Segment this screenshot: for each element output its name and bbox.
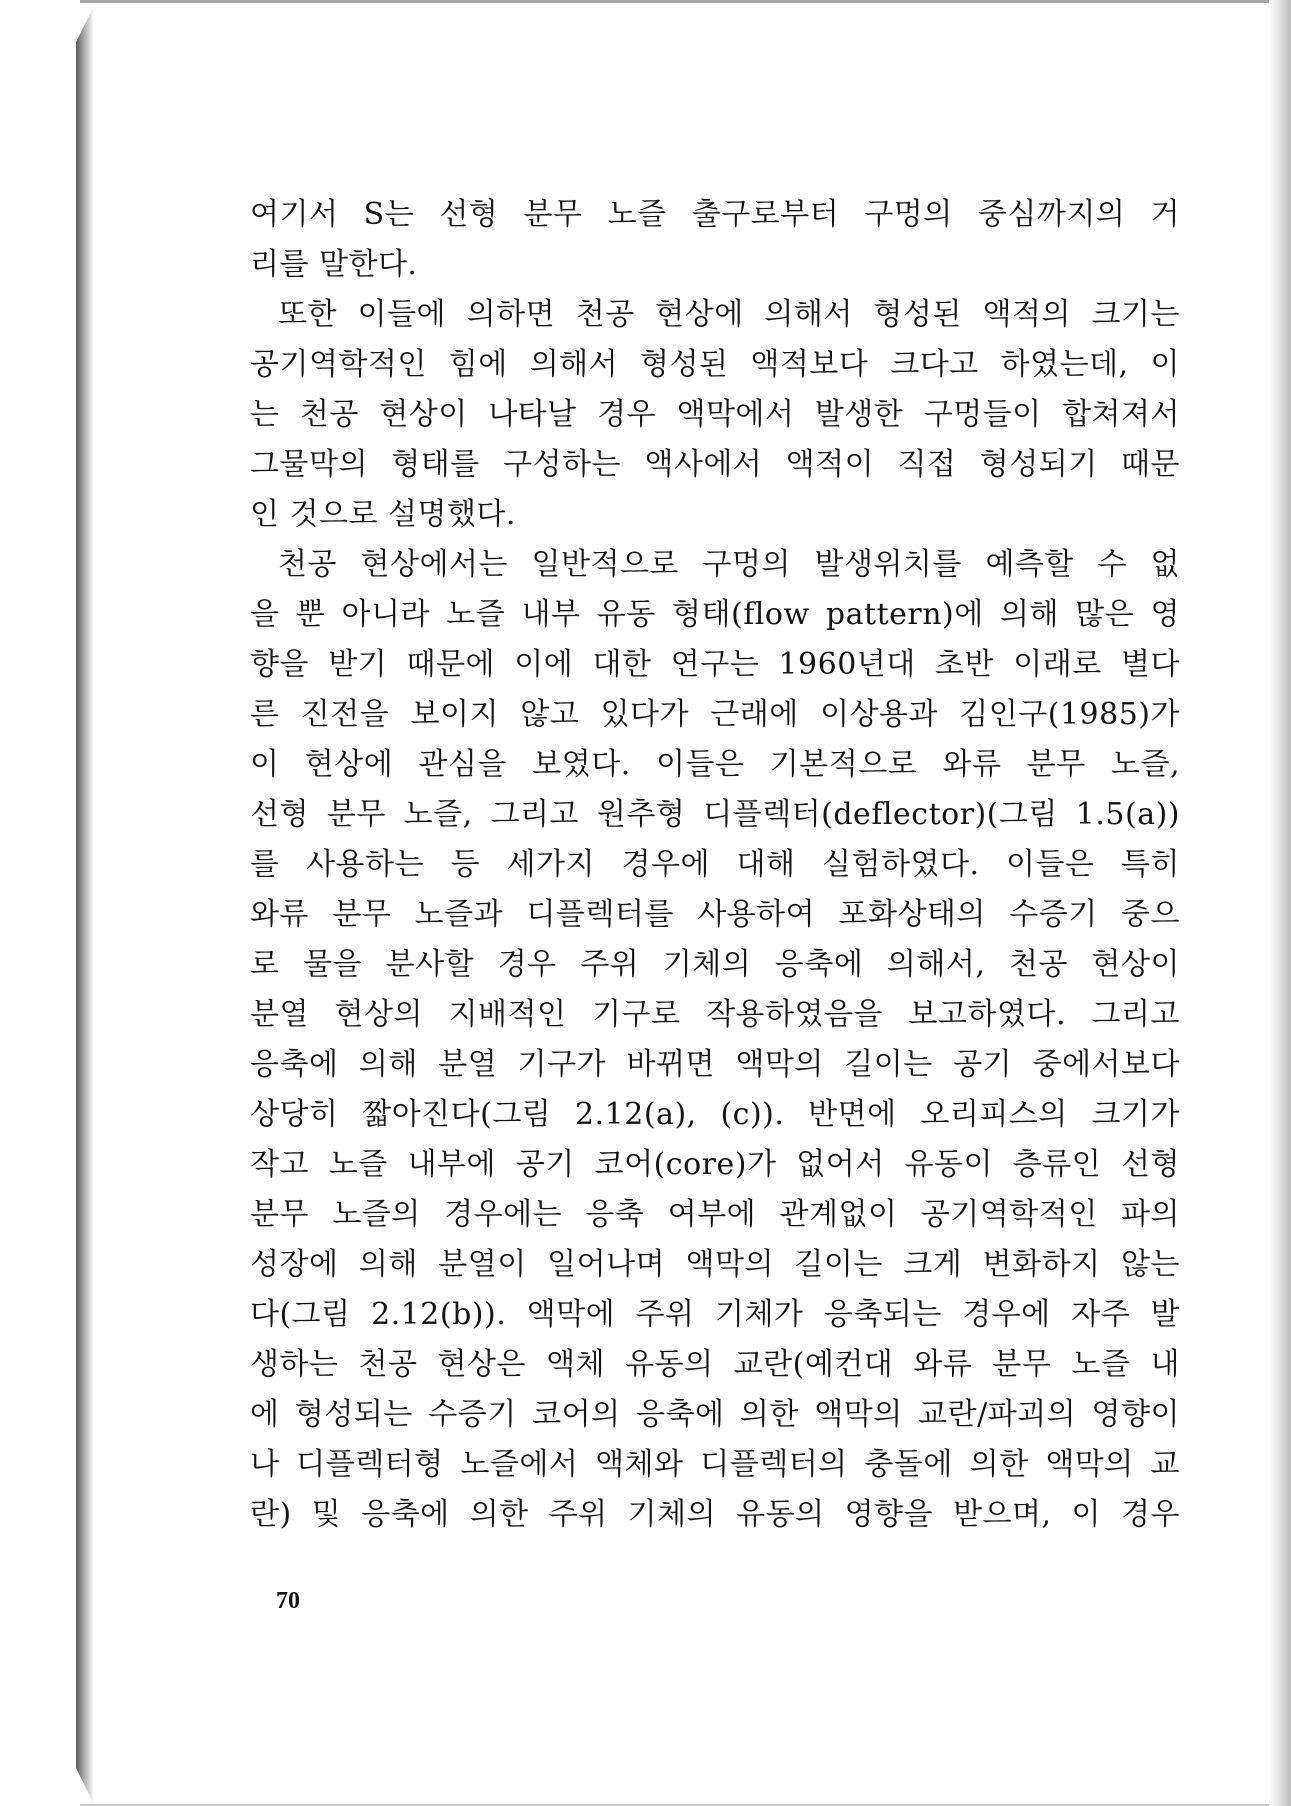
text-line: 분열 현상의 지배적인 기구로 작용하였음을 보고하였다. 그리고 [250,997,1180,1032]
text-line: 생하는 천공 현상은 액체 유동의 교란(예컨대 와류 분무 노즐 내 [250,1347,1180,1382]
text-line: 선형 분무 노즐, 그리고 원추형 디플렉터(deflector)(그림 1.5(a)) [250,797,1180,832]
page-spine-edge [76,6,94,1804]
text-line: 는 천공 현상이 나타날 경우 액막에서 발생한 구멍들이 합쳐져서 [250,397,1180,432]
text-line: 인 것으로 설명했다. [250,497,516,532]
text-line: 응축에 의해 분열 기구가 바뀌면 액막의 길이는 공기 중에서보다 [250,1047,1180,1082]
text-line: 로 물을 분사할 경우 주위 기체의 응축에 의해서, 천공 현상이 [250,947,1180,982]
text-line: 를 사용하는 등 세가지 경우에 대해 실험하였다. 이들은 특히 [250,847,1180,882]
text-line: 그물막의 형태를 구성하는 액사에서 액적이 직접 형성되기 때문 [250,447,1180,482]
text-line: 작고 노즐 내부에 공기 코어(core)가 없어서 유동이 층류인 선형 [250,1147,1180,1182]
text-line: 천공 현상에서는 일반적으로 구멍의 발생위치를 예측할 수 없 [278,547,1180,582]
text-line: 란) 및 응축에 의한 주위 기체의 유동의 영향을 받으며, 이 경우 [250,1497,1180,1532]
text-line: 성장에 의해 분열이 일어나며 액막의 길이는 크게 변화하지 않는 [250,1247,1180,1282]
text-line: 여기서 S는 선형 분무 노즐 출구로부터 구멍의 중심까지의 거 [250,197,1180,232]
page-right-shadow [1269,0,1291,1806]
text-line: 분무 노즐의 경우에는 응축 여부에 관계없이 공기역학적인 파의 [250,1197,1180,1232]
text-line: 상당히 짧아진다(그림 2.12(a), (c)). 반면에 오리피스의 크기가 [250,1097,1180,1132]
text-line: 에 형성되는 수증기 코어의 응축에 의한 액막의 교란/파괴의 영향이 [250,1397,1180,1432]
page-number: 70 [276,1588,300,1614]
text-line: 와류 분무 노즐과 디플렉터를 사용하여 포화상태의 수증기 중으 [250,897,1180,932]
text-line: 공기역학적인 힘에 의해서 형성된 액적보다 크다고 하였는데, 이 [250,347,1180,382]
body-text [250,190,1180,1540]
text-line: 다(그림 2.12(b)). 액막에 주위 기체가 응축되는 경우에 자주 발 [250,1297,1180,1332]
text-line: 른 진전을 보이지 않고 있다가 근래에 이상용과 김인구(1985)가 [250,697,1180,732]
text-line: 향을 받기 때문에 이에 대한 연구는 1960년대 초반 이래로 별다 [250,647,1180,682]
text-line: 리를 말한다. [250,247,418,282]
text-line: 이 현상에 관심을 보였다. 이들은 기본적으로 와류 분무 노즐, [250,747,1180,782]
text-line: 나 디플렉터형 노즐에서 액체와 디플렉터의 충돌에 의한 액막의 교 [250,1447,1180,1482]
text-line: 또한 이들에 의하면 천공 현상에 의해서 형성된 액적의 크기는 [278,297,1180,332]
page-top-edge [80,0,1276,3]
text-line: 을 뿐 아니라 노즐 내부 유동 형태(flow pattern)에 의해 많은 영 [250,597,1180,632]
